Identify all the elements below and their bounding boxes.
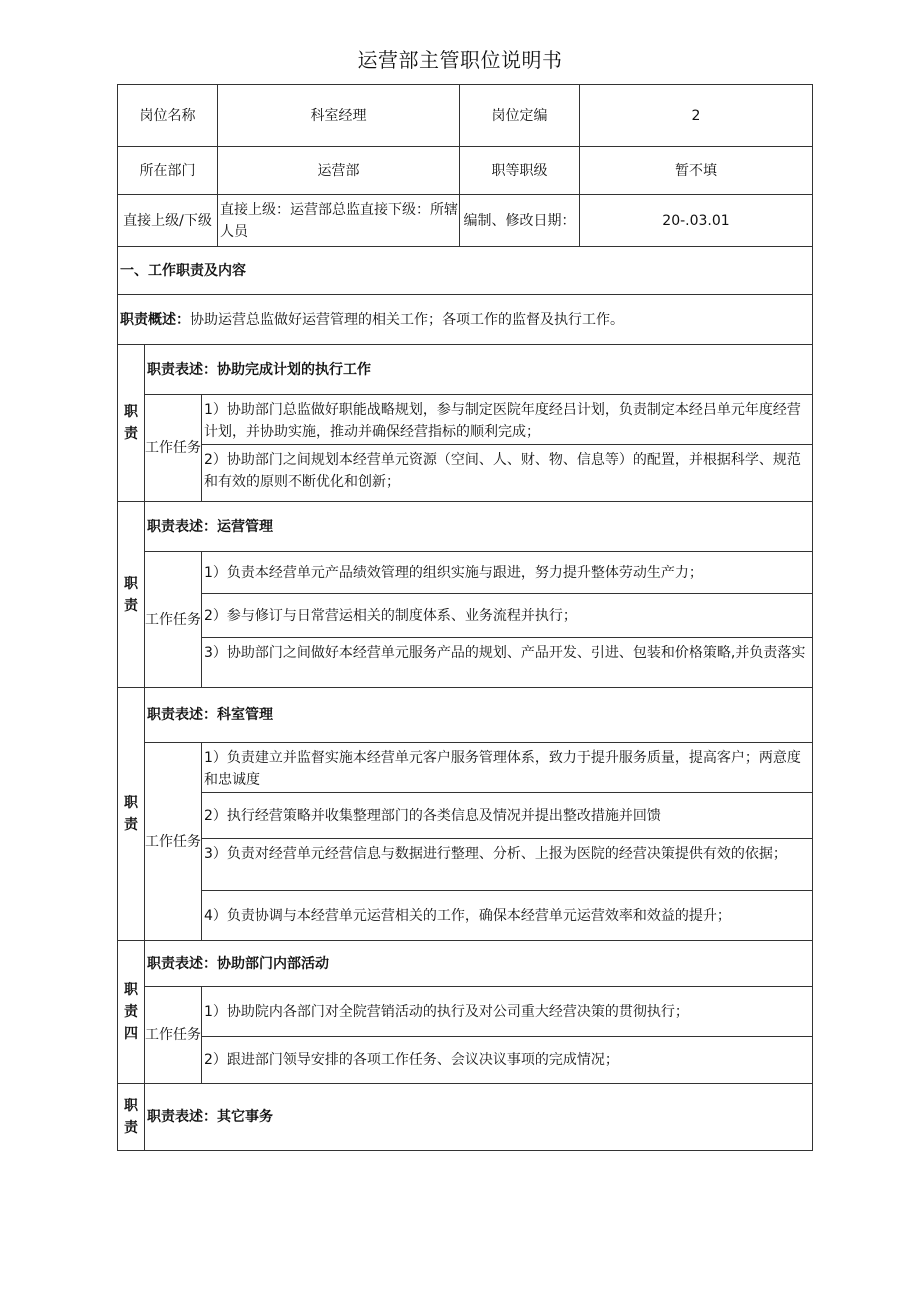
position-value: 科室经理 [218,85,460,147]
overview-row [118,295,813,345]
superior-value: 直接上级：运营部总监直接下级：所辖人员 [218,195,460,247]
header-row-3 [118,195,813,247]
duty-3-task-row [118,839,813,891]
duty-3-side-label: 职责 [118,688,145,941]
duty-2-desc [145,502,813,552]
duty-1-task-row [118,445,813,502]
grade-value: 暂不填 [580,147,813,195]
section-row [118,247,813,295]
duty-3-desc [145,688,813,743]
duty-1-task-2: 2）协助部门之间规划本经营单元资源（空间、人、财、物、信息等）的配置，并根据科学、规范和有效的原则不断优化和创新； [202,445,813,502]
duty-1-task-label: 工作任务 [145,395,202,502]
duty-3-desc-label: 职责表述： [147,707,217,723]
header-row-1 [118,85,813,147]
duty-4-side-label: 职责四 [118,941,145,1084]
duty-5-side-label: 职责 [118,1084,145,1151]
superior-label: 直接上级/下级 [118,195,218,247]
position-label: 岗位名称 [118,85,218,147]
duty-2-side-label: 职责 [118,502,145,688]
duty-4-desc-row [118,941,813,987]
duty-2-task-3: 3）协助部门之间做好本经营单元服务产品的规划、产品开发、引进、包装和价格策略,并负责落实 [202,638,813,688]
duty-1-desc-text: 协助完成计划的执行工作 [217,361,371,378]
overview-label: 职责概述： [120,311,190,328]
duty-3-task-row [118,793,813,839]
duty-4-task-row [118,1037,813,1084]
dept-value: 运营部 [218,147,460,195]
job-description-table [117,84,813,1151]
duty-2-task-row [118,552,813,594]
section-title: 一、工作职责及内容 [118,247,813,295]
quota-value: 2 [580,85,813,147]
date-label: 编制、修改日期： [460,195,580,247]
duty-2-task-label: 工作任务 [145,552,202,688]
duty-3-task-2: 2）执行经营策略并收集整理部门的各类信息及情况并提出整改措施并回馈 [202,793,813,839]
duty-4-task-1: 1）协助院内各部门对全院营销活动的执行及对公司重大经营决策的贯彻执行； [202,987,813,1037]
duty-1-desc [145,345,813,395]
duty-1-desc-label: 职责表述： [147,361,217,378]
duty-4-desc-label: 职责表述： [147,955,217,972]
duty-4-task-row [118,987,813,1037]
duty-3-task-row [118,891,813,941]
duty-3-task-3: 3）负责对经营单元经营信息与数据进行整理、分析、上报为医院的经营决策提供有效的依据； [202,839,813,891]
header-row-2 [118,147,813,195]
duty-3-task-4: 4）负责协调与本经营单元运营相关的工作，确保本经营单元运营效率和效益的提升； [202,891,813,941]
duty-1-task-row [118,395,813,445]
dept-label: 所在部门 [118,147,218,195]
quota-label: 岗位定编 [460,85,580,147]
duty-1-desc-row [118,345,813,395]
duty-1-side-label: 职责 [118,345,145,502]
duty-4-desc [145,941,813,987]
duty-3-task-label: 工作任务 [145,743,202,941]
page-title: 运营部主管职位说明书 [357,48,563,72]
duty-5-desc-row [118,1084,813,1151]
duty-5-desc-text: 其它事务 [217,1109,273,1125]
duty-4-task-label: 工作任务 [145,987,202,1084]
duty-4-task-2: 2）跟进部门领导安排的各项工作任务、会议决议事项的完成情况； [202,1037,813,1084]
duty-2-task-row [118,638,813,688]
duty-5-desc [145,1084,813,1151]
duty-3-task-row [118,743,813,793]
grade-label: 职等职级 [460,147,580,195]
duty-2-desc-row [118,502,813,552]
duty-2-desc-text: 运营管理 [217,518,273,535]
duty-3-desc-row [118,688,813,743]
duty-2-desc-label: 职责表述： [147,518,217,535]
overview-text: 协助运营总监做好运营管理的相关工作；各项工作的监督及执行工作。 [190,311,624,328]
duty-3-task-1: 1）负责建立并监督实施本经营单元客户服务管理体系，致力于提升服务质量，提高客户；两意度和忠诚度 [202,743,813,793]
duty-1-task-1: 1）协助部门总监做好职能战略规划，参与制定医院年度经吕计划，负责制定本经吕单元年度经营计划，并协助实施，推动并确保经营指标的顺利完成； [202,395,813,445]
duty-2-task-1: 1）负责本经营单元产品绩效管理的组织实施与跟进，努力提升整体劳动生产力； [202,552,813,594]
duty-5-desc-label: 职责表述： [147,1109,217,1125]
date-value: 20-.03.01 [580,195,813,247]
overview [118,295,813,345]
duty-2-task-row [118,594,813,638]
duty-2-task-2: 2）参与修订与日常营运相关的制度体系、业务流程并执行； [202,594,813,638]
duty-4-desc-text: 协助部门内部活动 [217,955,329,972]
duty-3-desc-text: 科室管理 [217,707,273,723]
